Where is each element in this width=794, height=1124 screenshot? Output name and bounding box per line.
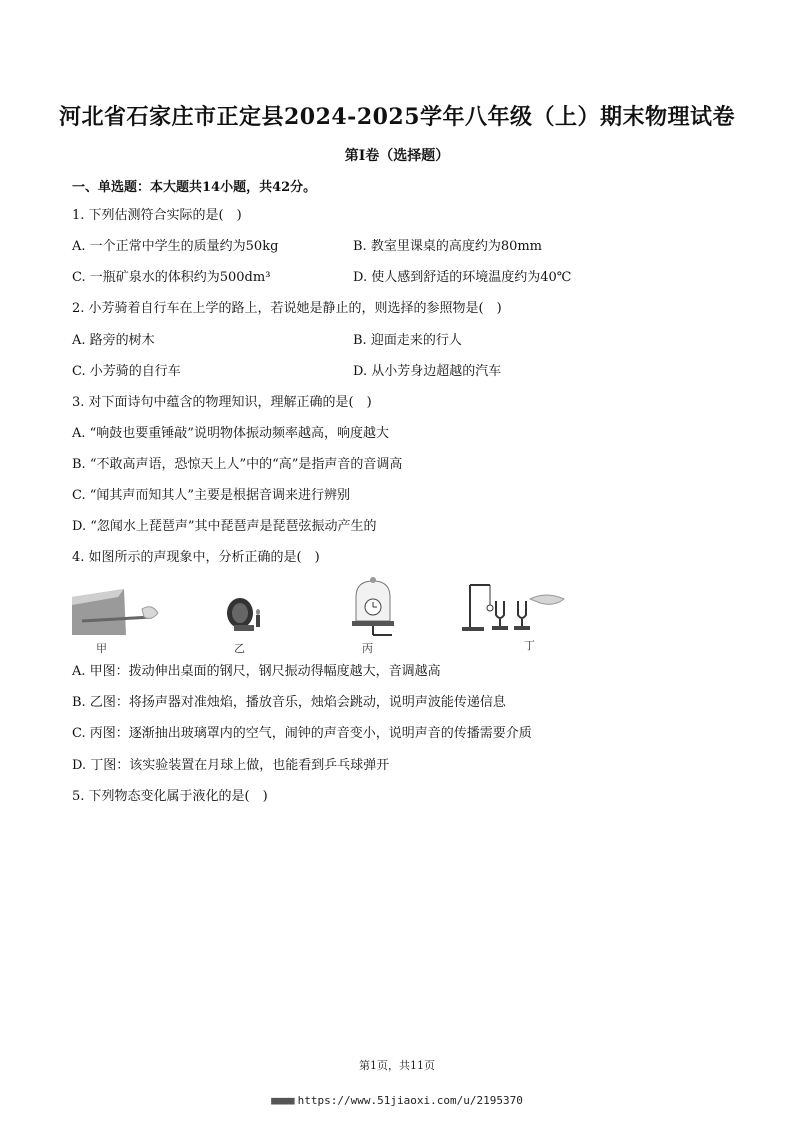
question-3-option-b: B. “不敢高声语，恐惊天上人”中的“高”是指声音的音调高 (72, 457, 403, 472)
page-number: 第1页，共11页 (359, 1059, 435, 1072)
paper-subtitle: 第I卷（选择题） (344, 148, 450, 164)
section-heading: 一、单选题：本大题共14小题，共42分。 (72, 180, 317, 195)
question-2-option-d: D. 从小芳身边超越的汽车 (353, 364, 502, 379)
bell-jar-image (348, 577, 398, 643)
question-1-stem: 1. 下列估测符合实际的是( ) (72, 208, 242, 223)
question-2-option-a: A. 路旁的树木 (72, 333, 155, 348)
question-2-option-b: B. 迎面走来的行人 (353, 333, 462, 348)
watermark-prefix: ■■■■ (271, 1094, 294, 1107)
question-1-option-d: D. 使人感到舒适的环境温度约为40℃ (353, 270, 572, 285)
question-4-option-a: A. 甲图：拨动伸出桌面的钢尺，钢尺振动得幅度越大，音调越高 (72, 664, 441, 679)
question-1-option-c: C. 一瓶矿泉水的体积约为500dm³ (72, 270, 271, 285)
question-5-stem: 5. 下列物态变化属于液化的是( ) (72, 789, 268, 804)
figure-label-yi: 乙 (234, 642, 245, 655)
question-4-stem: 4. 如图所示的声现象中，分析正确的是( ) (72, 550, 320, 565)
page-title: 河北省石家庄市正定县2024-2025学年八年级（上）期末物理试卷 (58, 104, 736, 130)
question-1-option-b: B. 教室里课桌的高度约为80mm (353, 239, 543, 254)
figure-label-bing: 丙 (362, 642, 373, 655)
question-3-stem: 3. 对下面诗句中蕴含的物理知识，理解正确的是( ) (72, 395, 372, 410)
question-4-option-b: B. 乙图：将扬声器对准烛焰，播放音乐，烛焰会跳动，说明声波能传递信息 (72, 695, 506, 710)
question-1-option-a: A. 一个正常中学生的质量约为50kg (72, 239, 279, 254)
figure-label-ding: 丁 (524, 639, 535, 652)
source-url-text[interactable]: https://www.51jiaoxi.com/u/2195370 (297, 1094, 523, 1107)
source-url[interactable] (0, 1094, 794, 1107)
figure-label-jia: 甲 (96, 642, 107, 655)
question-2-stem: 2. 小芳骑着自行车在上学的路上，若说她是静止的，则选择的参照物是( ) (72, 301, 502, 316)
question-4-option-c: C. 丙图：逐渐抽出玻璃罩内的空气，闹钟的声音变小，说明声音的传播需要介质 (72, 726, 532, 741)
question-4-figure (72, 577, 572, 655)
tuning-fork-image (460, 579, 570, 639)
question-3-option-a: A. “响鼓也要重锤敲”说明物体振动频率越高，响度越大 (72, 426, 389, 441)
question-3-option-d: D. “忽闻水上琵琶声”其中琵琶声是琵琶弦振动产生的 (72, 519, 377, 534)
question-2-option-c: C. 小芳骑的自行车 (72, 364, 181, 379)
speaker-candle-image (222, 595, 266, 637)
question-4-option-d: D. 丁图：该实验装置在月球上做，也能看到乒乓球弹开 (72, 758, 390, 773)
question-3-option-c: C. “闻其声而知其人”主要是根据音调来进行辨别 (72, 488, 351, 503)
ruler-on-table-image (72, 587, 162, 643)
